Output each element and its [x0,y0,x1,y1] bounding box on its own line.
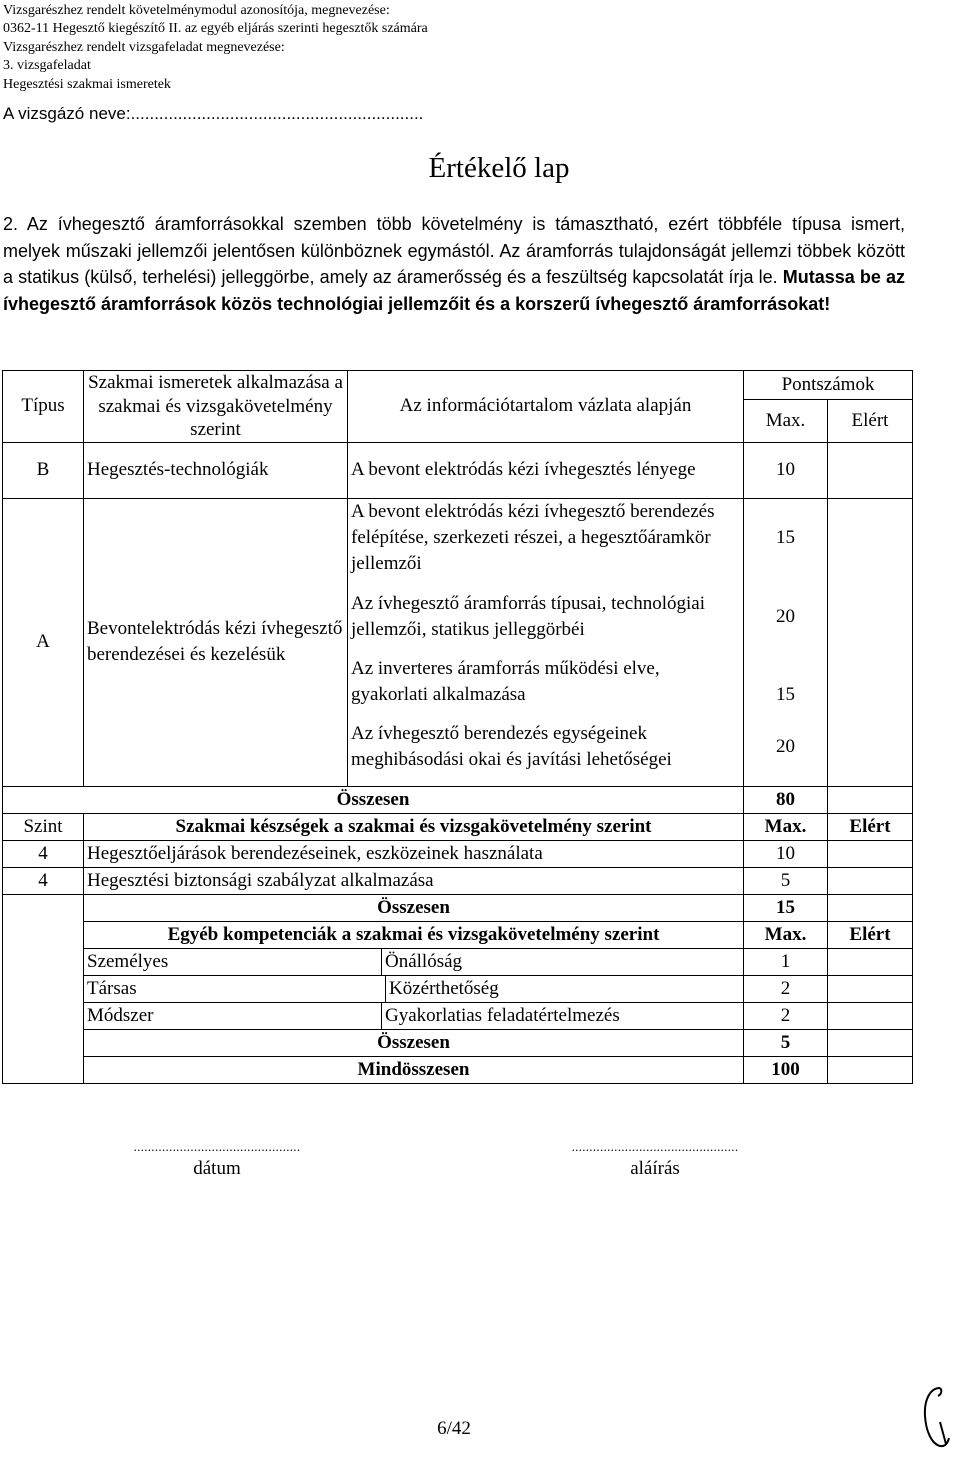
row-max: 15 [744,498,828,577]
row-max: 10 [744,442,828,498]
competence-cell [84,948,744,975]
evaluation-table [2,370,913,1084]
skill-level: 4 [3,840,84,867]
page-number [0,1418,908,1440]
examinee-name-line: A vizsgázó neve:.............................................................. [3,104,424,123]
col-achieved-header: Elért [828,399,913,442]
signature-label: aláírás [630,1158,680,1179]
competence-max: 2 [744,975,828,1002]
total-value: 80 [744,786,828,813]
competence-achieved [828,1002,913,1029]
total-label: Összesen [84,894,744,921]
col-competence-header: Egyéb kompetenciák a szakmai és vizsgakövetelmény szerint [84,921,744,948]
row-topic: Hegesztés-technológiák [84,442,348,498]
row-type: A [3,498,84,786]
competence-achieved [828,975,913,1002]
grand-total-value: 100 [744,1056,828,1083]
competence-name: Közérthetőség [389,977,499,999]
row-achieved [828,498,913,786]
competence-achieved [828,948,913,975]
task-description [3,211,905,317]
col-achieved-header: Elért [828,921,913,948]
document-header [3,2,428,94]
competence-name: Önállóság [385,950,463,972]
row-max: 15 [744,656,828,708]
skill-max: 10 [744,840,828,867]
row-item: Az inverteres áramforrás működési elve, gyakorlati alkalmazása [348,656,744,708]
module-name: 0362-11 Hegesztő kiegészítő II. az egyéb eljárás szerinti hegesztők számára [3,21,428,37]
date-label: dátum [193,1158,241,1179]
competence-group: Személyes [84,949,382,975]
total-achieved [828,894,913,921]
blank-cell [3,921,84,948]
date-dots: ............................................... [133,1139,301,1154]
row-max: 20 [744,708,828,786]
competence-group: Módszer [84,1003,382,1029]
col-type-header: Típus [3,371,84,443]
initials-mark [918,1382,954,1452]
task-name: Hegesztési szakmai ismeretek [3,76,171,92]
competence-cell [84,1002,744,1029]
col-max-header: Max. [744,399,828,442]
skill-level: 4 [3,867,84,894]
page-title-text: Értékelő lap [428,152,570,184]
task-number: 3. vizsgafeladat [3,58,91,74]
skill-name: Hegesztőeljárások berendezéseinek, eszközeinek használata [84,840,744,867]
competence-group: Társas [84,976,386,1002]
page-title [0,152,908,185]
task-instruction: Mutassa be az ívhegesztő áramforrások közös technológiai jellemzőit és a korszerű ívhegesztő áramforrásokat! [3,267,905,314]
total-value: 5 [744,1029,828,1056]
total-achieved [828,786,913,813]
row-item: A bevont elektródás kézi ívhegesztés lényege [348,442,744,498]
blank-cell [3,1029,84,1056]
blank-cell [3,894,84,921]
competence-max: 1 [744,948,828,975]
skill-max: 5 [744,867,828,894]
task-label: Vizsgarészhez rendelt vizsgafeladat megnevezése: [3,39,285,55]
total-label: Összesen [3,786,744,813]
task-text: 2. Az ívhegesztő áramforrásokkal szemben több követelmény is támasztható, ezért többféle típusa ismert, melyek műszaki jellemzői jelentősen különböznek egymástól. Az áramforrás tulajdonságát jellemzi többek között a statikus (külső, terhelési) jelleggörbe, amely az áramerősség és a feszültség kapcsolatát írja le. [3,214,905,287]
skill-achieved [828,867,913,894]
skill-achieved [828,840,913,867]
col-max-header: Max. [744,813,828,840]
row-topic: Bevontelektródás kézi ívhegesztő berendezései és kezelésük [84,498,348,786]
col-skills-header: Szakmai készségek a szakmai és vizsgakövetelmény szerint [84,813,744,840]
blank-cell [3,1002,84,1029]
blank-cell [3,975,84,1002]
col-points-header: Pontszámok [744,371,913,400]
grand-total-label: Mindösszesen [84,1056,744,1083]
date-block [86,1140,348,1183]
col-max-header: Max. [744,921,828,948]
row-item: A bevont elektródás kézi ívhegesztő berendezés felépítése, szerkezeti részei, a hegesztőáramkör jellemzői [348,498,744,577]
col-level-header: Szint [3,813,84,840]
total-label: Összesen [84,1029,744,1056]
row-max: 20 [744,577,828,656]
total-achieved [828,1029,913,1056]
col-knowledge-header: Szakmai ismeretek alkalmazása a szakmai és vizsgakövetelmény szerint [84,371,348,443]
grand-total-achieved [828,1056,913,1083]
blank-cell [3,948,84,975]
total-value: 15 [744,894,828,921]
row-achieved [828,442,913,498]
col-achieved-header: Elért [828,813,913,840]
row-type: B [3,442,84,498]
row-item: Az ívhegesztő berendezés egységeinek meghibásodási okai és javítási lehetőségei [348,708,744,786]
signature-block [524,1140,786,1183]
row-item: Az ívhegesztő áramforrás típusai, technológiai jellemzői, statikus jelleggörbéi [348,577,744,656]
skill-name: Hegesztési biztonsági szabályzat alkalmazása [84,867,744,894]
competence-name: Gyakorlatias feladatértelmezés [385,1004,620,1026]
competence-cell [84,975,744,1002]
blank-cell [3,1056,84,1083]
competence-max: 2 [744,1002,828,1029]
page-number-text: 6/42 [437,1418,471,1439]
module-label: Vizsgarészhez rendelt követelménymodul azonosítója, megnevezése: [3,3,390,18]
col-outline-header: Az információtartalom vázlata alapján [348,371,744,443]
signature-dots: ............................................... [571,1139,739,1154]
